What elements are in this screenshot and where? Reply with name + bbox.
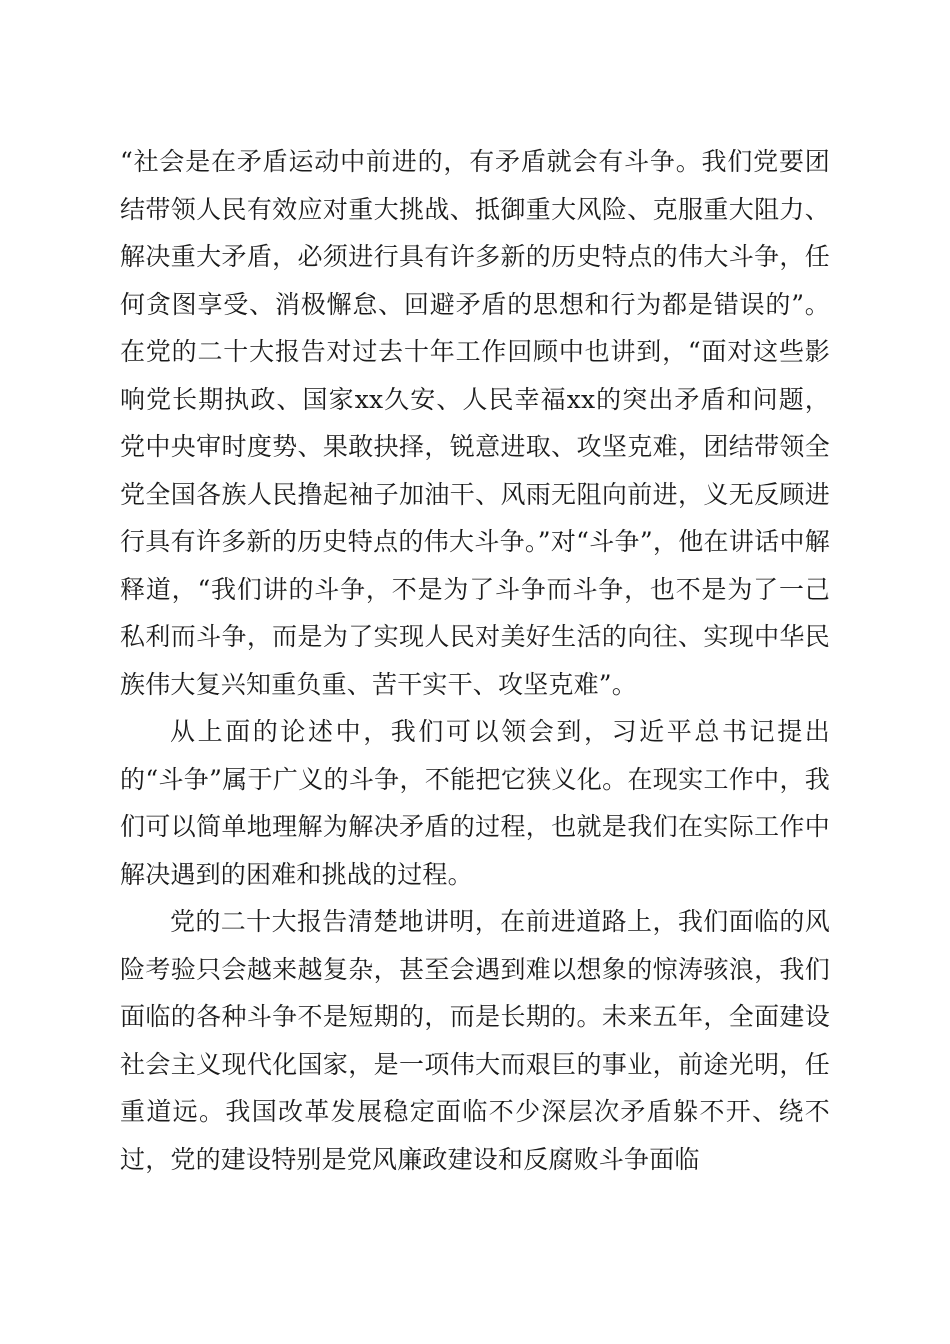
- paragraph-struggle-understanding: 从上面的论述中，我们可以领会到，习近平总书记提出的“斗争”属于广义的斗争，不能把它狭义化。在现实工作中，我们可以简单地理解为解决矛盾的过程，也就是我们在实际工作中解决遇到的困难和挑战的过程。: [120, 717, 830, 889]
- paragraph-quote-continuation: “社会是在矛盾运动中前进的，有矛盾就会有斗争。我们党要团结带领人民有效应对重大挑战、抵御重大风险、克服重大阻力、解决重大矛盾，必须进行具有许多新的历史特点的伟大斗争，任何贪图享受、消极懈怠、回避矛盾的思想和行为都是错误的”。在党的二十大报告对过去十年工作回顾中也讲到，“面对这些影响党长期执政、国家xx久安、人民幸福xx的突出矛盾和问题，党中央审时度势、果敢抉择，锐意进取、攻坚克难，团结带领全党全国各族人民撸起袖子加油干、风雨无阻向前进，义无反顾进行具有许多新的历史特点的伟大斗争。”对“斗争”，他在讲话中解释道，“我们讲的斗争，不是为了斗争而斗争，也不是为了一己私利而斗争，而是为了实现人民对美好生活的向往、实现中华民族伟大复兴知重负重、苦干实干、攻坚克难”。: [120, 147, 830, 699]
- paragraph-future-challenges: 党的二十大报告清楚地讲明，在前进道路上，我们面临的风险考验只会越来越复杂，甚至会遇到难以想象的惊涛骇浪，我们面临的各种斗争不是短期的，而是长期的。未来五年，全面建设社会主义现代化国家，是一项伟大而艰巨的事业，前途光明，任重道远。我国改革发展稳定面临不少深层次矛盾躲不开、绕不过，党的建设特别是党风廉政建设和反腐败斗争面临: [120, 907, 830, 1174]
- body-text: [120, 138, 830, 1183]
